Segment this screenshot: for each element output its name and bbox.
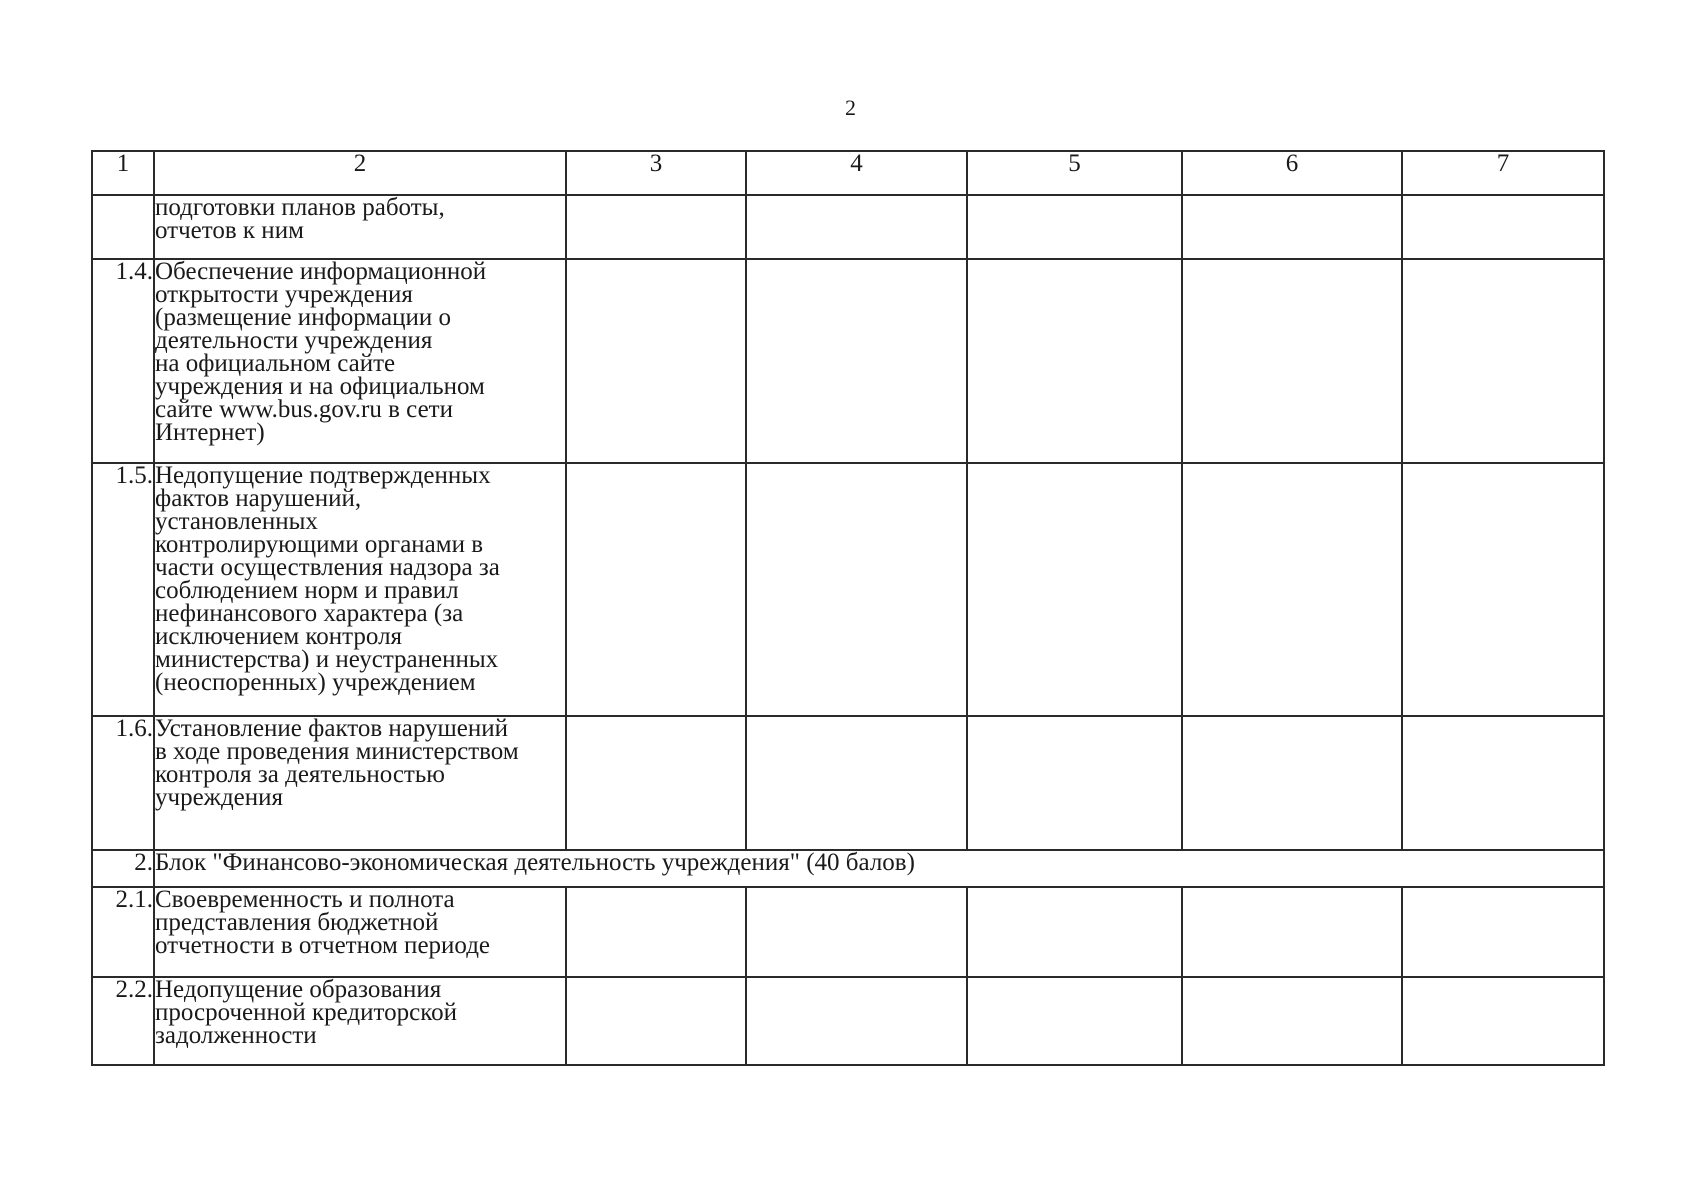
empty-cell [746,887,967,977]
criteria-table [91,150,1605,1066]
empty-cell [566,195,746,259]
page-number: 2 [845,95,856,120]
table-row [92,463,1604,716]
block-title: Блок "Финансово-экономическая деятельность учреждения" (40 балов) [154,850,1604,887]
column-number-4: 4 [746,151,967,195]
criterion-text: Недопущение подтвержденных фактов нарушений, установленных контролирующими органами в части осуществления надзора за соблюдением норм и правил нефинансового характера (за исключением контроля министерства) и неустраненных (неоспоренных) учреждением [154,463,566,716]
empty-cell [967,463,1182,716]
column-number-7: 7 [1402,151,1604,195]
empty-cell [1182,463,1402,716]
table-row [92,977,1604,1065]
row-number [92,195,154,259]
empty-cell [1182,195,1402,259]
empty-cell [566,463,746,716]
criterion-text: Своевременность и полнота представления бюджетной отчетности в отчетном периоде [154,887,566,977]
empty-cell [967,887,1182,977]
empty-cell [1182,716,1402,850]
empty-cell [746,195,967,259]
table-row [92,716,1604,850]
empty-cell [746,259,967,463]
table-row [92,259,1604,463]
empty-cell [967,716,1182,850]
empty-cell [746,716,967,850]
empty-cell [746,463,967,716]
empty-cell [1182,977,1402,1065]
empty-cell [1402,887,1604,977]
row-number: 2. [92,850,154,887]
column-number-5: 5 [967,151,1182,195]
block-header-row [92,850,1604,887]
row-number: 2.1. [92,887,154,977]
criterion-text: Обеспечение информационной открытости учреждения (размещение информации о деятельности учреждения на официальном сайте учреждения и на официальном сайте www.bus.gov.ru в сети Интернет) [154,259,566,463]
criterion-text: Установление фактов нарушений в ходе проведения министерством контроля за деятельностью учреждения [154,716,566,850]
empty-cell [566,259,746,463]
row-number: 1.5. [92,463,154,716]
empty-cell [1402,259,1604,463]
empty-cell [1402,463,1604,716]
table-row [92,887,1604,977]
empty-cell [967,259,1182,463]
column-number-1: 1 [92,151,154,195]
empty-cell [746,977,967,1065]
column-number-3: 3 [566,151,746,195]
table-header-row [92,151,1604,195]
row-number: 1.6. [92,716,154,850]
empty-cell [1402,195,1604,259]
row-number: 2.2. [92,977,154,1065]
table-row [92,195,1604,259]
empty-cell [1402,716,1604,850]
criterion-text: Недопущение образования просроченной кредиторской задолженности [154,977,566,1065]
empty-cell [1182,887,1402,977]
empty-cell [967,977,1182,1065]
empty-cell [566,716,746,850]
criterion-text: подготовки планов работы, отчетов к ним [154,195,566,259]
column-number-6: 6 [1182,151,1402,195]
row-number: 1.4. [92,259,154,463]
empty-cell [1182,259,1402,463]
column-number-2: 2 [154,151,566,195]
empty-cell [566,977,746,1065]
empty-cell [967,195,1182,259]
empty-cell [566,887,746,977]
empty-cell [1402,977,1604,1065]
